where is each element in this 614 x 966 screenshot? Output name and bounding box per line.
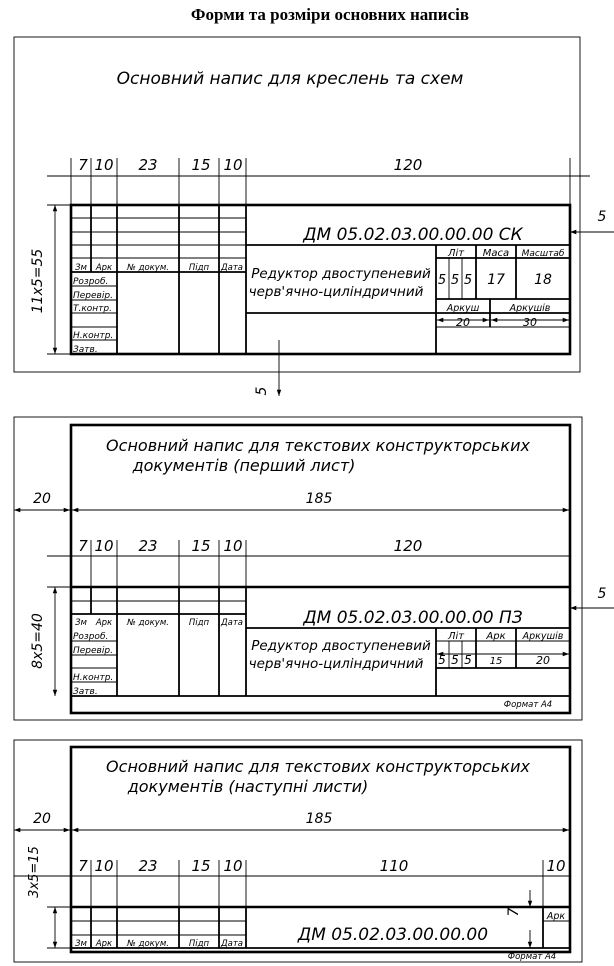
p1-hdr-ark: Арк [95,263,113,273]
p2-dim-120: 120 [393,537,423,555]
p1-dim-7: 7 [78,156,88,174]
panel-text-docs-next-sheets [14,740,582,962]
p3-hdr-zm: Зм [75,939,87,949]
p1-lit-3: 5 [463,273,473,288]
p1-hdr-date: Дата [220,263,244,273]
p1-dim-right: 5 [597,209,607,225]
p3-dim-7: 7 [78,857,88,875]
p1-row-tcontrol: Т.контр. [73,304,113,314]
p1-row-approved: Затв. [73,345,98,355]
p1-dim-left: 11x5=55 [30,248,46,314]
p3-dim-20: 20 [33,811,51,827]
p2-sheet-val: 15 [489,656,503,667]
p1-name-line2: черв'ячно-циліндричний [248,284,424,300]
p1-lit-2: 5 [450,273,460,288]
p1-col-lit: Літ [447,248,465,259]
p2-col-lit: Літ [447,631,465,642]
p1-dim-23: 23 [138,156,158,174]
p3-dim-7b: 7 [506,907,522,917]
p2-hdr-zm: Зм [75,618,87,628]
p3-hdr-doc: № докум. [127,939,169,949]
p2-lit-3: 5 [464,653,472,667]
p3-dim-15: 15 [191,857,211,875]
p1-dim-bottom: 5 [254,386,270,396]
p3-dim-10c: 10 [546,857,566,875]
page-title: Форми та розміри основних написів [190,5,470,24]
p1-dim-120: 120 [393,156,423,174]
p1-scale-val: 18 [534,272,552,288]
p1-name-line1: Редуктор двоступеневий [251,266,431,282]
p2-col-sheet: Арк [486,631,506,642]
p2-hdr-doc: № докум. [127,618,169,628]
p3-dim-left: 3x5=15 [27,846,42,898]
p2-dim-7: 7 [78,537,88,555]
p1-hdr-zm: Зм [75,263,87,273]
p2-heading-2: документів (перший лист) [132,456,356,475]
p1-designation: ДМ 05.02.03.00.00.00 СК [303,225,523,245]
p2-sheets-val: 20 [536,654,550,667]
p1-row-ncontrol: Н.контр. [73,331,114,341]
p2-hdr-sign: Підп [188,618,210,628]
p1-hdr-sign: Підп [188,263,210,273]
p1-dim-10a: 10 [94,156,114,174]
p1-sheet-val: 20 [456,316,470,329]
p2-lit-2: 5 [451,653,459,667]
p2-dim-right: 5 [597,586,607,602]
p3-heading-1: Основний напис для текстових конструкторських [106,757,530,776]
panel2-dim-values [78,537,422,555]
p3-hdr-date: Дата [220,939,244,949]
p3-col-sheet: Арк [546,911,566,922]
p2-heading-1: Основний напис для текстових конструкторських [106,436,530,455]
p3-dim-10a: 10 [94,857,114,875]
p2-designation: ДМ 05.02.03.00.00.00 ПЗ [303,608,523,628]
p2-row-checked: Перевір. [73,646,113,656]
p3-dim-110: 110 [379,857,409,875]
panel-drawings-title-block [14,37,614,396]
p2-dim-185: 185 [305,491,333,507]
panel1-dim-values [78,156,422,174]
p2-name-line1: Редуктор двоступеневий [251,638,431,654]
p1-col-sheets: Аркушів [509,303,551,314]
p2-dim-10a: 10 [94,537,114,555]
p2-dim-left: 8x5=40 [30,613,46,669]
p1-lit-1: 5 [437,273,447,288]
p2-dim-15: 15 [191,537,211,555]
p1-sheets-val: 30 [523,316,537,329]
p2-name-line2: черв'ячно-циліндричний [248,656,424,672]
p3-dim-185: 185 [305,811,333,827]
p3-dim-10b: 10 [223,857,243,875]
p1-col-scale: Масштаб [521,249,565,259]
p3-format: Формат А4 [507,952,557,962]
p3-heading-2: документів (наступні листи) [127,777,369,796]
p2-header-labels [75,618,243,628]
p2-dim-20: 20 [33,491,51,507]
p1-col-sheet: Аркуш [446,303,480,314]
p2-hdr-ark: Арк [95,618,113,628]
p1-row-checked: Перевір. [73,291,113,301]
p2-row-ncontrol: Н.контр. [73,673,114,683]
p2-hdr-date: Дата [220,618,244,628]
p2-lit-1: 5 [438,653,446,667]
p3-hdr-ark: Арк [95,939,113,949]
p3-designation: ДМ 05.02.03.00.00.00 [297,925,489,945]
p2-row-labels [73,632,113,697]
p2-row-approved: Затв. [73,687,98,697]
p1-row-labels [73,277,113,355]
panel3-dim-values [78,857,565,875]
p1-col-mass: Маса [482,248,510,259]
p1-row-developed: Розроб. [73,277,109,287]
panel-text-docs-first-sheet [14,417,614,720]
p3-hdr-sign: Підп [188,939,210,949]
panel1-heading: Основний напис для креслень та схем [116,69,464,89]
p1-dim-10b: 10 [223,156,243,174]
p2-dim-10b: 10 [223,537,243,555]
p1-mass-val: 17 [487,272,505,288]
p3-dim-23: 23 [138,857,158,875]
p1-hdr-doc: № докум. [127,263,169,273]
p2-format: Формат А4 [503,700,553,710]
p1-dim-15: 15 [191,156,211,174]
p2-row-developed: Розроб. [73,632,109,642]
p2-col-sheets: Аркушів [522,631,564,642]
p2-dim-23: 23 [138,537,158,555]
